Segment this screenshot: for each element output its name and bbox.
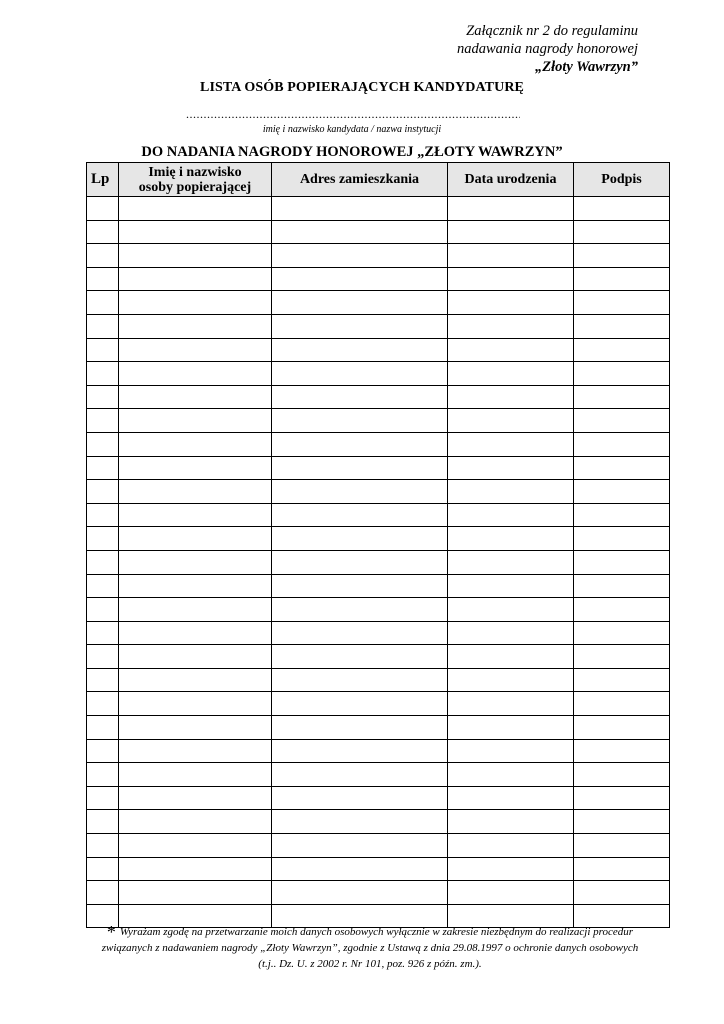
cell-name[interactable] [119, 857, 272, 881]
cell-address[interactable] [272, 197, 448, 221]
annex-line-2: nadawania nagrody honorowej [457, 41, 638, 57]
cell-lp[interactable] [87, 810, 119, 834]
cell-birth-date[interactable] [448, 621, 574, 645]
table-row [87, 456, 670, 480]
cell-name[interactable] [119, 338, 272, 362]
cell-address[interactable] [272, 763, 448, 787]
cell-address[interactable] [272, 857, 448, 881]
cell-name[interactable] [119, 291, 272, 315]
cell-lp[interactable] [87, 220, 119, 244]
cell-birth-date[interactable] [448, 881, 574, 905]
cell-birth-date[interactable] [448, 480, 574, 504]
cell-name[interactable] [119, 716, 272, 740]
header-name-line-2: osoby popierającej [138, 179, 252, 195]
table-row [87, 598, 670, 622]
table-row [87, 834, 670, 858]
cell-name[interactable] [119, 550, 272, 574]
cell-name[interactable] [119, 480, 272, 504]
cell-name[interactable] [119, 456, 272, 480]
cell-name[interactable] [119, 645, 272, 669]
cell-birth-date[interactable] [448, 409, 574, 433]
cell-address[interactable] [272, 385, 448, 409]
cell-signature[interactable] [574, 668, 670, 692]
cell-address[interactable] [272, 314, 448, 338]
cell-birth-date[interactable] [448, 550, 574, 574]
cell-signature[interactable] [574, 716, 670, 740]
cell-lp[interactable] [87, 574, 119, 598]
cell-name[interactable] [119, 432, 272, 456]
cell-address[interactable] [272, 881, 448, 905]
cell-birth-date[interactable] [448, 314, 574, 338]
table-row [87, 432, 670, 456]
cell-lp[interactable] [87, 314, 119, 338]
footnote-asterisk: * [106, 922, 116, 942]
cell-signature[interactable] [574, 385, 670, 409]
cell-address[interactable] [272, 810, 448, 834]
table-header-row [87, 163, 670, 197]
cell-name[interactable] [119, 598, 272, 622]
cell-lp[interactable] [87, 834, 119, 858]
cell-lp[interactable] [87, 267, 119, 291]
page-title: LISTA OSÓB POPIERAJĄCYCH KANDYDATURĘ [200, 80, 524, 95]
cell-signature[interactable] [574, 314, 670, 338]
cell-address[interactable] [272, 739, 448, 763]
table-row [87, 338, 670, 362]
cell-lp[interactable] [87, 197, 119, 221]
cell-signature[interactable] [574, 598, 670, 622]
cell-signature[interactable] [574, 244, 670, 268]
table-row [87, 291, 670, 315]
cell-signature[interactable] [574, 574, 670, 598]
cell-birth-date[interactable] [448, 574, 574, 598]
candidate-field-caption: imię i nazwisko kandydata / nazwa instytucji [262, 124, 442, 135]
cell-signature[interactable] [574, 409, 670, 433]
cell-lp[interactable] [87, 763, 119, 787]
table-row [87, 244, 670, 268]
table-row [87, 668, 670, 692]
footnote-line-3: (t.j.. Dz. U. z 2002 r. Nr 101, poz. 926 z późn. zm.). [258, 958, 482, 970]
cell-lp[interactable] [87, 645, 119, 669]
cell-lp[interactable] [87, 409, 119, 433]
cell-birth-date[interactable] [448, 810, 574, 834]
cell-birth-date[interactable] [448, 692, 574, 716]
cell-address[interactable] [272, 692, 448, 716]
cell-name[interactable] [119, 621, 272, 645]
cell-birth-date[interactable] [448, 716, 574, 740]
cell-signature[interactable] [574, 338, 670, 362]
header-name [119, 163, 272, 197]
cell-signature[interactable] [574, 621, 670, 645]
table-row [87, 692, 670, 716]
page-subtitle: DO NADANIA NAGRODY HONOROWEJ „ZŁOTY WAWRZYN” [141, 144, 563, 160]
cell-address[interactable] [272, 668, 448, 692]
cell-birth-date[interactable] [448, 362, 574, 386]
cell-signature[interactable] [574, 267, 670, 291]
cell-name[interactable] [119, 527, 272, 551]
cell-birth-date[interactable] [448, 739, 574, 763]
header-name-line-1: Imię i nazwisko [148, 164, 242, 180]
cell-birth-date[interactable] [448, 456, 574, 480]
cell-address[interactable] [272, 598, 448, 622]
cell-signature[interactable] [574, 456, 670, 480]
cell-address[interactable] [272, 456, 448, 480]
header-signature: Podpis [574, 163, 670, 197]
table-row [87, 763, 670, 787]
cell-name[interactable] [119, 810, 272, 834]
cell-signature[interactable] [574, 527, 670, 551]
cell-signature[interactable] [574, 810, 670, 834]
table-row [87, 267, 670, 291]
cell-signature[interactable] [574, 197, 670, 221]
cell-address[interactable] [272, 432, 448, 456]
cell-address[interactable] [272, 621, 448, 645]
cell-lp[interactable] [87, 244, 119, 268]
cell-address[interactable] [272, 527, 448, 551]
cell-lp[interactable] [87, 739, 119, 763]
cell-signature[interactable] [574, 503, 670, 527]
cell-lp[interactable] [87, 527, 119, 551]
annex-line-1: Załącznik nr 2 do regulaminu [466, 23, 638, 39]
cell-birth-date[interactable] [448, 267, 574, 291]
cell-address[interactable] [272, 503, 448, 527]
supporters-table [86, 162, 670, 928]
cell-name[interactable] [119, 881, 272, 905]
cell-birth-date[interactable] [448, 857, 574, 881]
cell-signature[interactable] [574, 763, 670, 787]
cell-lp[interactable] [87, 786, 119, 810]
cell-birth-date[interactable] [448, 432, 574, 456]
header-address: Adres zamieszkania [272, 163, 448, 197]
cell-birth-date[interactable] [448, 385, 574, 409]
cell-birth-date[interactable] [448, 220, 574, 244]
annex-line-3: „Złoty Wawrzyn” [535, 59, 638, 75]
cell-lp[interactable] [87, 621, 119, 645]
cell-lp[interactable] [87, 716, 119, 740]
cell-signature[interactable] [574, 739, 670, 763]
cell-lp[interactable] [87, 881, 119, 905]
cell-name[interactable] [119, 244, 272, 268]
table-row [87, 503, 670, 527]
cell-address[interactable] [272, 267, 448, 291]
cell-address[interactable] [272, 220, 448, 244]
footnote-line-1: Wyrażam zgodę na przetwarzanie moich danych osobowych wyłącznie w zakresie niezbędnym do realizacji procedur [119, 926, 634, 938]
cell-signature[interactable] [574, 220, 670, 244]
cell-address[interactable] [272, 574, 448, 598]
cell-birth-date[interactable] [448, 834, 574, 858]
cell-signature[interactable] [574, 480, 670, 504]
cell-address[interactable] [272, 550, 448, 574]
table-row [87, 621, 670, 645]
cell-address[interactable] [272, 645, 448, 669]
cell-lp[interactable] [87, 432, 119, 456]
cell-lp[interactable] [87, 692, 119, 716]
cell-signature[interactable] [574, 291, 670, 315]
table-row [87, 527, 670, 551]
cell-address[interactable] [272, 338, 448, 362]
table-row [87, 480, 670, 504]
cell-lp[interactable] [87, 480, 119, 504]
header-birth-date: Data urodzenia [448, 163, 574, 197]
cell-name[interactable] [119, 763, 272, 787]
cell-birth-date[interactable] [448, 197, 574, 221]
table-body [87, 197, 670, 928]
cell-name[interactable] [119, 692, 272, 716]
cell-lp[interactable] [87, 550, 119, 574]
cell-name[interactable] [119, 503, 272, 527]
cell-birth-date[interactable] [448, 763, 574, 787]
cell-lp[interactable] [87, 362, 119, 386]
table-row [87, 385, 670, 409]
cell-name[interactable] [119, 197, 272, 221]
cell-name[interactable] [119, 739, 272, 763]
cell-signature[interactable] [574, 362, 670, 386]
cell-name[interactable] [119, 574, 272, 598]
cell-name[interactable] [119, 220, 272, 244]
cell-lp[interactable] [87, 291, 119, 315]
cell-name[interactable] [119, 668, 272, 692]
cell-birth-date[interactable] [448, 527, 574, 551]
cell-signature[interactable] [574, 786, 670, 810]
cell-name[interactable] [119, 267, 272, 291]
cell-signature[interactable] [574, 881, 670, 905]
cell-address[interactable] [272, 409, 448, 433]
cell-signature[interactable] [574, 857, 670, 881]
cell-signature[interactable] [574, 692, 670, 716]
cell-name[interactable] [119, 786, 272, 810]
cell-signature[interactable] [574, 834, 670, 858]
cell-address[interactable] [272, 786, 448, 810]
cell-signature[interactable] [574, 432, 670, 456]
cell-address[interactable] [272, 834, 448, 858]
cell-birth-date[interactable] [448, 598, 574, 622]
candidate-name-field[interactable] [186, 107, 520, 121]
cell-signature[interactable] [574, 645, 670, 669]
table-row [87, 857, 670, 881]
cell-birth-date[interactable] [448, 668, 574, 692]
cell-lp[interactable] [87, 385, 119, 409]
table-row [87, 574, 670, 598]
table-row [87, 197, 670, 221]
table-row [87, 810, 670, 834]
cell-name[interactable] [119, 314, 272, 338]
cell-lp[interactable] [87, 857, 119, 881]
cell-birth-date[interactable] [448, 503, 574, 527]
table-row [87, 645, 670, 669]
footnote-line-2: związanych z nadawaniem nagrody „Złoty Wawrzyn”, zgodnie z Ustawą z dnia 29.08.1997 o ochronie danych osobowych [101, 942, 639, 954]
cell-lp[interactable] [87, 668, 119, 692]
cell-address[interactable] [272, 291, 448, 315]
cell-lp[interactable] [87, 598, 119, 622]
cell-lp[interactable] [87, 338, 119, 362]
cell-address[interactable] [272, 244, 448, 268]
cell-name[interactable] [119, 409, 272, 433]
annex-note [457, 22, 638, 76]
table-row [87, 220, 670, 244]
table-row [87, 881, 670, 905]
table-row [87, 314, 670, 338]
cell-birth-date[interactable] [448, 786, 574, 810]
cell-name[interactable] [119, 362, 272, 386]
table-row [87, 550, 670, 574]
cell-signature[interactable] [574, 550, 670, 574]
header-lp: Lp [87, 163, 119, 197]
cell-birth-date[interactable] [448, 244, 574, 268]
table-row [87, 739, 670, 763]
cell-address[interactable] [272, 716, 448, 740]
cell-address[interactable] [272, 362, 448, 386]
cell-birth-date[interactable] [448, 338, 574, 362]
cell-address[interactable] [272, 480, 448, 504]
table-row [87, 362, 670, 386]
cell-birth-date[interactable] [448, 645, 574, 669]
cell-lp[interactable] [87, 503, 119, 527]
consent-footnote [60, 924, 680, 972]
table-row [87, 716, 670, 740]
table-row [87, 409, 670, 433]
cell-birth-date[interactable] [448, 291, 574, 315]
cell-lp[interactable] [87, 456, 119, 480]
cell-name[interactable] [119, 385, 272, 409]
cell-name[interactable] [119, 834, 272, 858]
table-row [87, 786, 670, 810]
